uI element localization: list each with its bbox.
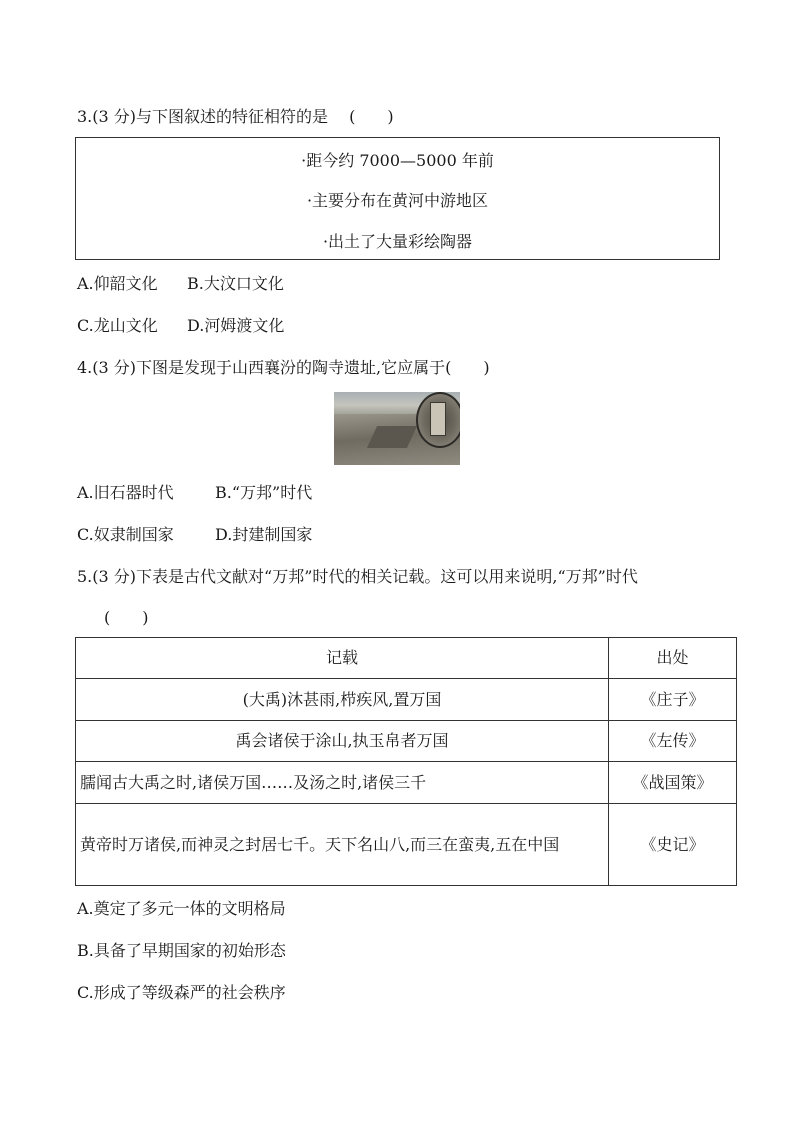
- table-row: [76, 762, 737, 804]
- q5-option-c[interactable]: C.形成了等级森严的社会秩序: [77, 983, 286, 1002]
- record-cell: 黄帝时万诸侯,而神灵之封居七千。天下名山八,而三在蛮夷,五在中国: [76, 804, 609, 886]
- q5-option-a[interactable]: A.奠定了多元一体的文明格局: [77, 899, 286, 918]
- source-cell: 《左传》: [609, 721, 737, 762]
- q5-option-b[interactable]: B.具备了早期国家的初始形态: [77, 941, 286, 960]
- taosi-site-photo: [334, 392, 460, 465]
- table-header-row: [76, 638, 737, 679]
- question-4-title: 4.(3 分)下图是发现于山西襄汾的陶寺遗址,它应属于( ): [77, 358, 490, 377]
- q3-option-b[interactable]: B.大汶口文化: [187, 274, 284, 293]
- q4-option-d[interactable]: D.封建制国家: [215, 525, 313, 544]
- q4-option-c[interactable]: C.奴隶制国家: [77, 525, 174, 544]
- feature-line-1: ·距今约 7000—5000 年前: [301, 151, 494, 170]
- q3-option-a[interactable]: A.仰韶文化: [77, 274, 158, 293]
- record-cell: (大禹)沐甚雨,栉疾风,置万国: [76, 679, 609, 721]
- source-cell: 《史记》: [609, 804, 737, 886]
- record-cell: 臑闻古大禹之时,诸侯万国……及汤之时,诸侯三千: [76, 762, 609, 804]
- question-5-answer-blank: ( ): [104, 608, 149, 627]
- source-cell: 《战国策》: [609, 762, 737, 804]
- q3-option-c[interactable]: C.龙山文化: [77, 316, 158, 335]
- table-row: [76, 721, 737, 762]
- question-5-title: 5.(3 分)下表是古代文献对“万邦”时代的相关记载。这可以用来说明,“万邦”时代: [77, 567, 638, 586]
- table-row: [76, 804, 737, 886]
- question-3-feature-box: [75, 137, 720, 260]
- feature-line-2: ·主要分布在黄河中游地区: [306, 191, 489, 210]
- q4-option-a[interactable]: A.旧石器时代: [77, 483, 174, 502]
- q4-option-b[interactable]: B.“万邦”时代: [215, 483, 313, 502]
- source-cell: 《庄子》: [609, 679, 737, 721]
- record-cell: 禹会诸侯于涂山,执玉帛者万国: [76, 721, 609, 762]
- feature-line-3: ·出土了大量彩绘陶器: [322, 232, 473, 251]
- question-3-title: 3.(3 分)与下图叙述的特征相符的是 ( ): [77, 107, 394, 126]
- header-source: 出处: [609, 638, 737, 679]
- records-table: [75, 637, 737, 886]
- table-row: [76, 679, 737, 721]
- header-record: 记载: [76, 638, 609, 679]
- tomb-shape: [430, 402, 446, 436]
- q3-option-d[interactable]: D.河姆渡文化: [187, 316, 285, 335]
